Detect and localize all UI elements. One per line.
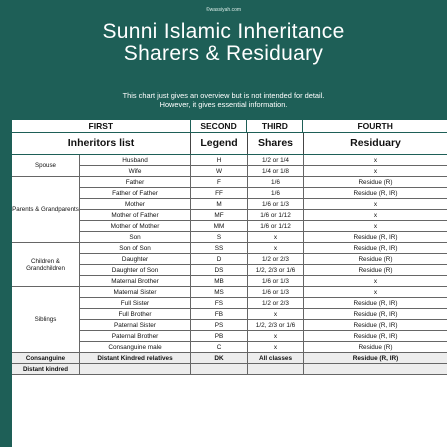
group-label: Distant kindred — [12, 364, 79, 375]
table-row — [79, 320, 447, 331]
col-inheritors: Inheritors list — [12, 133, 191, 154]
tier-second: SECOND — [191, 120, 248, 132]
inheritor-name: Paternal Sister — [79, 320, 191, 330]
share-value: x — [248, 331, 304, 341]
tier-third: THIRD — [247, 120, 303, 132]
share-value — [248, 364, 304, 374]
table-row — [79, 364, 447, 375]
table-row — [79, 199, 447, 210]
group-label: Siblings — [12, 287, 79, 353]
title-line-2: Sharers & Residuary — [123, 42, 324, 65]
inheritor-name: Son — [79, 232, 191, 242]
legend-code: W — [191, 166, 248, 176]
share-value: x — [248, 243, 304, 253]
residuary-value: Residue (R, IR) — [353, 333, 398, 340]
legend-code: DK — [191, 353, 248, 363]
share-value: 1/2, 2/3 or 1/6 — [248, 320, 304, 330]
share-value: x — [248, 342, 304, 352]
site-credit: ©wassiyah.com — [205, 7, 242, 13]
col-shares: Shares — [248, 133, 304, 154]
title-line-1: Sunni Islamic Inheritance — [102, 20, 345, 43]
description-line-2: However, it gives essential information. — [159, 100, 288, 109]
inheritor-name: Mother of Mother — [79, 221, 191, 231]
share-value: x — [248, 232, 304, 242]
residuary-value: Residue (R) — [358, 267, 393, 274]
inheritor-name: Father of Father — [79, 188, 191, 198]
inheritor-name: Paternal Brother — [79, 331, 191, 341]
legend-code: C — [191, 342, 248, 352]
residuary-value: x — [373, 212, 378, 219]
inheritor-name: Maternal Sister — [79, 287, 191, 297]
table-row — [79, 188, 447, 199]
table-row — [79, 243, 447, 254]
share-value: 1/2, 2/3 or 1/6 — [248, 265, 304, 275]
table-row — [79, 265, 447, 276]
inheritor-name: Mother of Father — [79, 210, 191, 220]
legend-code: PB — [191, 331, 248, 341]
group-label: Spouse — [12, 155, 79, 177]
legend-code: MB — [191, 276, 248, 286]
table-row — [79, 287, 447, 298]
legend-code: PS — [191, 320, 248, 330]
inheritor-name: Distant Kindred relatives — [79, 353, 191, 363]
tier-fourth: FOURTH — [303, 120, 447, 132]
inheritor-name: Consanguine male — [79, 342, 191, 352]
inheritor-name: Daughter of Son — [79, 265, 191, 275]
tier-labels — [12, 120, 447, 132]
residuary-value: x — [373, 157, 378, 164]
inheritor-name: Wife — [79, 166, 191, 176]
inheritor-name: Full Brother — [79, 309, 191, 319]
legend-code: SS — [191, 243, 248, 253]
residuary-value — [304, 364, 447, 374]
table-row — [79, 166, 447, 177]
residuary-value: Residue (R) — [358, 344, 393, 351]
share-value: 1/6 or 1/3 — [248, 287, 304, 297]
residuary-value: x — [373, 201, 378, 208]
share-value: 1/6 or 1/12 — [248, 221, 304, 231]
column-headers — [12, 133, 447, 154]
group-label: Parents & Grandparents — [12, 177, 79, 243]
inheritor-name — [79, 364, 191, 374]
residuary-value: Residue (R, IR) — [353, 322, 398, 329]
table-row — [79, 331, 447, 342]
table-row — [79, 221, 447, 232]
share-value: 1/6 or 1/3 — [248, 199, 304, 209]
legend-code: FS — [191, 298, 248, 308]
col-legend: Legend — [191, 133, 248, 154]
share-value: 1/6 — [248, 177, 304, 187]
residuary-value: Residue (R, IR) — [353, 300, 398, 307]
inheritor-name: Maternal Brother — [79, 276, 191, 286]
legend-code: FF — [191, 188, 248, 198]
table-row — [79, 155, 447, 166]
residuary-value: x — [373, 289, 378, 296]
residuary-value: Residue (R, IR) — [353, 311, 398, 318]
legend-code: M — [191, 199, 248, 209]
legend-code: MS — [191, 287, 248, 297]
residuary-value: Residue (R) — [358, 179, 393, 186]
legend-code: DS — [191, 265, 248, 275]
legend-code: H — [191, 155, 248, 165]
share-value: All classes — [248, 353, 304, 363]
residuary-value: Residue (R, IR) — [353, 245, 398, 252]
legend-code: D — [191, 254, 248, 264]
inheritor-name: Husband — [79, 155, 191, 165]
tier-first: FIRST — [12, 120, 191, 132]
residuary-value: Residue (R, IR) — [353, 234, 398, 241]
group-label: Children & Grandchildren — [12, 243, 79, 287]
residuary-value: Residue (R) — [358, 256, 393, 263]
legend-code: S — [191, 232, 248, 242]
residuary-value: x — [373, 168, 378, 175]
share-value: 1/2 or 2/3 — [248, 298, 304, 308]
table-row — [79, 298, 447, 309]
residuary-value: Residue (R, IR) — [353, 190, 398, 197]
table-row — [79, 276, 447, 287]
table-row — [79, 309, 447, 320]
table-row — [79, 232, 447, 243]
share-value: x — [248, 309, 304, 319]
legend-code: MM — [191, 221, 248, 231]
inheritor-name: Father — [79, 177, 191, 187]
legend-code — [191, 364, 248, 374]
table-row — [79, 177, 447, 188]
table-row — [79, 353, 447, 364]
share-value: 1/6 — [248, 188, 304, 198]
inheritance-table — [12, 155, 447, 447]
inheritor-name: Daughter — [79, 254, 191, 264]
share-value: 1/6 or 1/12 — [248, 210, 304, 220]
table-row — [79, 342, 447, 353]
legend-code: MF — [191, 210, 248, 220]
share-value: 1/2 or 2/3 — [248, 254, 304, 264]
description-line-1: This chart just gives an overview but is not intended for detail. — [122, 91, 325, 100]
legend-code: FB — [191, 309, 248, 319]
share-value: 1/6 or 1/3 — [248, 276, 304, 286]
legend-code: F — [191, 177, 248, 187]
inheritor-name: Son of Son — [79, 243, 191, 253]
residuary-value: x — [373, 278, 378, 285]
share-value: 1/4 or 1/8 — [248, 166, 304, 176]
col-residuary: Residuary — [350, 137, 401, 149]
table-row — [79, 210, 447, 221]
share-value: 1/2 or 1/4 — [248, 155, 304, 165]
residuary-value: x — [373, 223, 378, 230]
group-label: Consanguine — [12, 353, 79, 364]
inheritor-name: Full Sister — [79, 298, 191, 308]
residuary-value: Residue (R, IR) — [352, 355, 399, 362]
inheritor-name: Mother — [79, 199, 191, 209]
table-row — [79, 254, 447, 265]
